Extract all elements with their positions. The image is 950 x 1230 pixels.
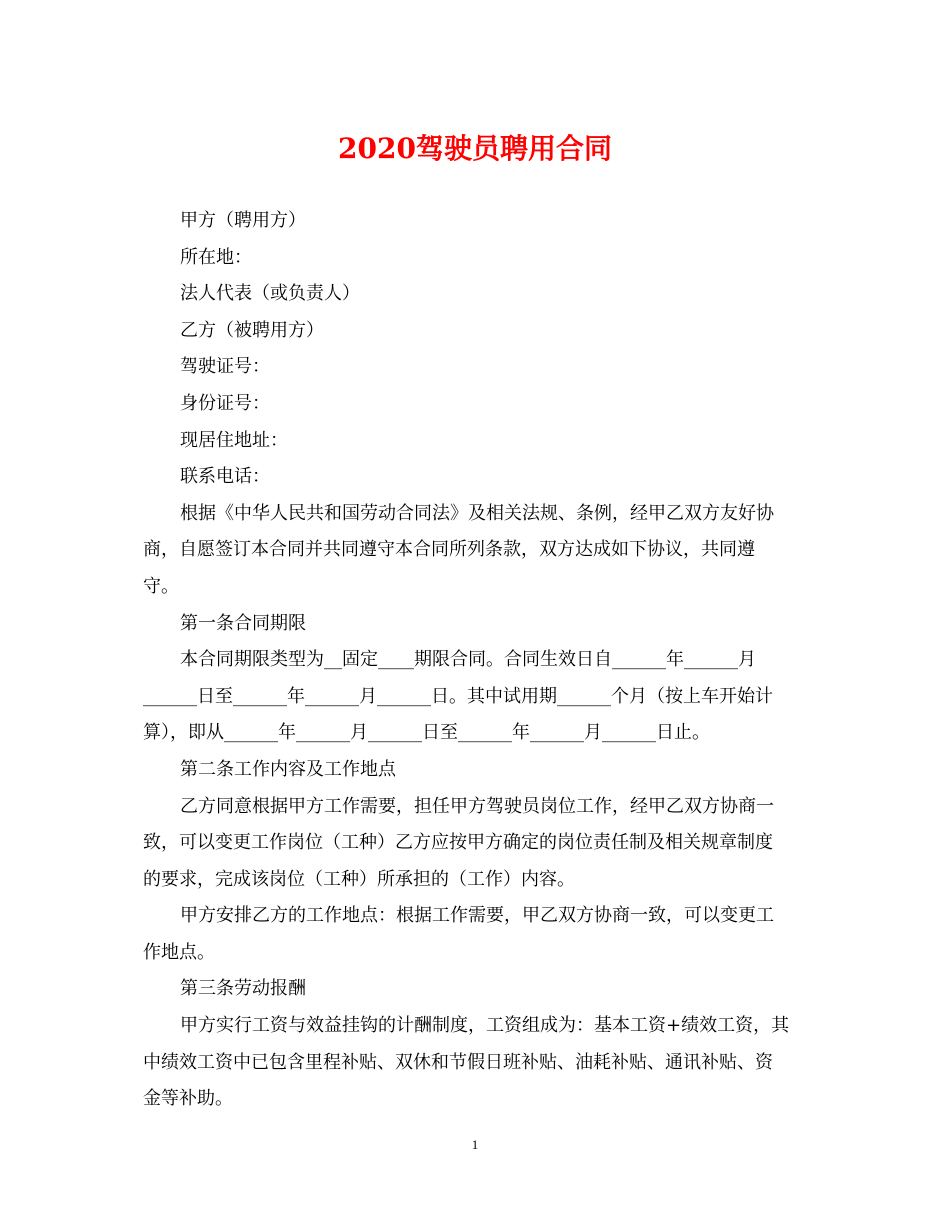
text-line: 商，自愿签订本合同并共同遵守本合同所列条款，双方达成如下协议，共同遵	[143, 539, 755, 561]
text-line: 乙方（被聘用方）	[180, 319, 324, 341]
text-line: 现居住地址：	[180, 429, 288, 451]
text-line: 算），即从______年______月______日至______年______月______日止。	[143, 722, 710, 744]
text-line: 乙方同意根据甲方工作需要，担任甲方驾驶员岗位工作，经甲乙双方协商一	[180, 795, 774, 817]
page-number: 1	[471, 1137, 479, 1152]
document-body	[143, 203, 803, 1118]
section-heading: 第一条合同期限	[180, 612, 306, 634]
text-line: 根据《中华人民共和国劳动合同法》及相关法规、条例，经甲乙双方友好协	[180, 502, 774, 524]
text-line: 的要求，完成该岗位（工种）所承担的（工作）内容。	[143, 868, 575, 890]
text-line: 致，可以变更工作岗位（工种）乙方应按甲方确定的岗位责任制及相关规章制度	[143, 832, 773, 854]
text-line: 中绩效工资中已包含里程补贴、双休和节假日班补贴、油耗补贴、通讯补贴、资	[143, 1051, 773, 1073]
text-line: 守。	[143, 575, 179, 597]
text-line: 甲方安排乙方的工作地点：根据工作需要，甲乙双方协商一致，可以变更工	[180, 905, 774, 927]
text-line: 联系电话：	[180, 466, 270, 488]
text-line: 所在地：	[180, 246, 252, 268]
text-line: 金等补助。	[143, 1088, 233, 1110]
text-line: 甲方（聘用方）	[180, 210, 306, 231]
text-line: 法人代表（或负责人）	[180, 283, 360, 305]
text-line: ______日至______年______月______日。其中试用期______个月（按上车开始计	[143, 685, 773, 707]
text-line: 作地点。	[143, 941, 215, 963]
section-heading: 第二条工作内容及工作地点	[180, 758, 396, 780]
text-line: 本合同期限类型为__固定____期限合同。合同生效日自______年______月	[180, 649, 756, 671]
section-heading: 第三条劳动报酬	[180, 978, 306, 1000]
document-title: 2020驾驶员聘用合同	[338, 132, 612, 165]
text-line: 驾驶证号：	[180, 356, 270, 378]
text-line: 甲方实行工资与效益挂钩的计酬制度，工资组成为：基本工资+绩效工资，其	[180, 1015, 790, 1037]
text-line: 身份证号：	[180, 392, 270, 414]
